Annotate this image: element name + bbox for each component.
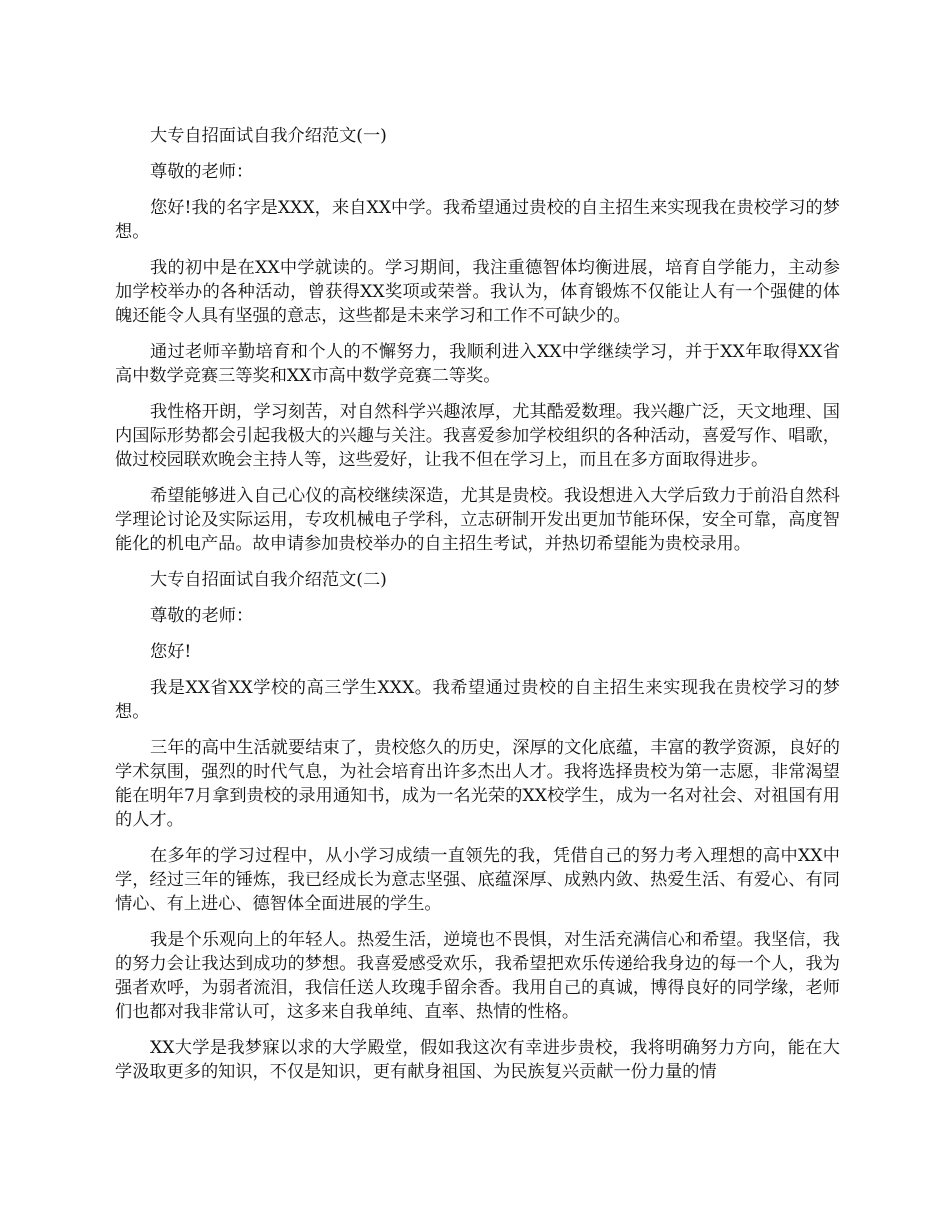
document-body <box>115 124 840 1096</box>
essay-1-paragraph-4: 我性格开朗，学习刻苦，对自然科学兴趣浓厚，尤其酷爱数理。我兴趣广泛，天文地理、国内国际形势都会引起我极大的兴趣与关注。我喜爱参加学校组织的各种活动，喜爱写作、唱歌，做过校园联欢晚会主持人等，这些爱好，让我不但在学习上，而且在多方面取得进步。 <box>115 402 840 470</box>
essay-2-salutation: 尊敬的老师： <box>150 606 254 626</box>
essay-2-title: 大专自招面试自我介绍范文(二) <box>150 570 387 590</box>
essay-2-paragraph-3: 在多年的学习过程中，从小学习成绩一直领先的我，凭借自己的努力考入理想的高中XX中学，经过三年的锤炼，我已经成长为意志坚强、底蕴深厚、成熟内敛、热爱生活、有爱心、有同情心、有上进心、德智体全面进展的学生。 <box>115 846 840 914</box>
essay-1-salutation: 尊敬的老师： <box>150 162 254 182</box>
essay-1-paragraph-1: 您好!我的名字是XXX，来自XX中学。我希望通过贵校的自主招生来实现我在贵校学习的梦想。 <box>115 198 840 242</box>
essay-1-title: 大专自招面试自我介绍范文(一) <box>150 126 387 146</box>
essay-1-paragraph-5: 希望能够进入自己心仪的高校继续深造，尤其是贵校。我设想进入大学后致力于前沿自然科学理论讨论及实际运用，专攻机械电子学科，立志研制开发出更加节能环保，安全可靠，高度智能化的机电产品。故申请参加贵校举办的自主招生考试，并热切希望能为贵校录用。 <box>115 486 840 554</box>
essay-2-paragraph-4: 我是个乐观向上的年轻人。热爱生活，逆境也不畏惧，对生活充满信心和希望。我坚信，我的努力会让我达到成功的梦想。我喜爱感受欢乐，我希望把欢乐传递给我身边的每一个人，我为强者欢呼，为弱者流泪，我信任送人玫瑰手留余香。我用自己的真诚，博得良好的同学缘，老师们也都对我非常认可，这多来自我单纯、直率、热情的性格。 <box>115 930 840 1022</box>
essay-2-paragraph-2: 三年的高中生活就要结束了，贵校悠久的历史，深厚的文化底蕴，丰富的教学资源，良好的学术氛围，强烈的时代气息，为社会培育出许多杰出人才。我将选择贵校为第一志愿，非常渴望能在明年7月拿到贵校的录用通知书，成为一名光荣的XX校学生，成为一名对社会、对祖国有用的人才。 <box>115 738 840 830</box>
essay-2-paragraph-5: XX大学是我梦寐以求的大学殿堂，假如我这次有幸进步贵校，我将明确努力方向，能在大学汲取更多的知识，不仅是知识，更有献身祖国、为民族复兴贡献一份力量的情 <box>115 1038 840 1082</box>
essay-2-greeting: 您好! <box>150 642 192 662</box>
essay-2-paragraph-1: 我是XX省XX学校的高三学生XXX。我希望通过贵校的自主招生来实现我在贵校学习的梦想。 <box>115 678 840 722</box>
essay-1-paragraph-2: 我的初中是在XX中学就读的。学习期间，我注重德智体均衡进展，培育自学能力，主动参加学校举办的各种活动，曾获得XX奖项或荣誉。我认为，体育锻炼不仅能让人有一个强健的体魄还能令人具有坚强的意志，这些都是未来学习和工作不可缺少的。 <box>115 258 840 326</box>
essay-1-paragraph-3: 通过老师辛勤培育和个人的不懈努力，我顺利进入XX中学继续学习，并于XX年取得XX省高中数学竞赛三等奖和XX市高中数学竞赛二等奖。 <box>115 342 840 386</box>
